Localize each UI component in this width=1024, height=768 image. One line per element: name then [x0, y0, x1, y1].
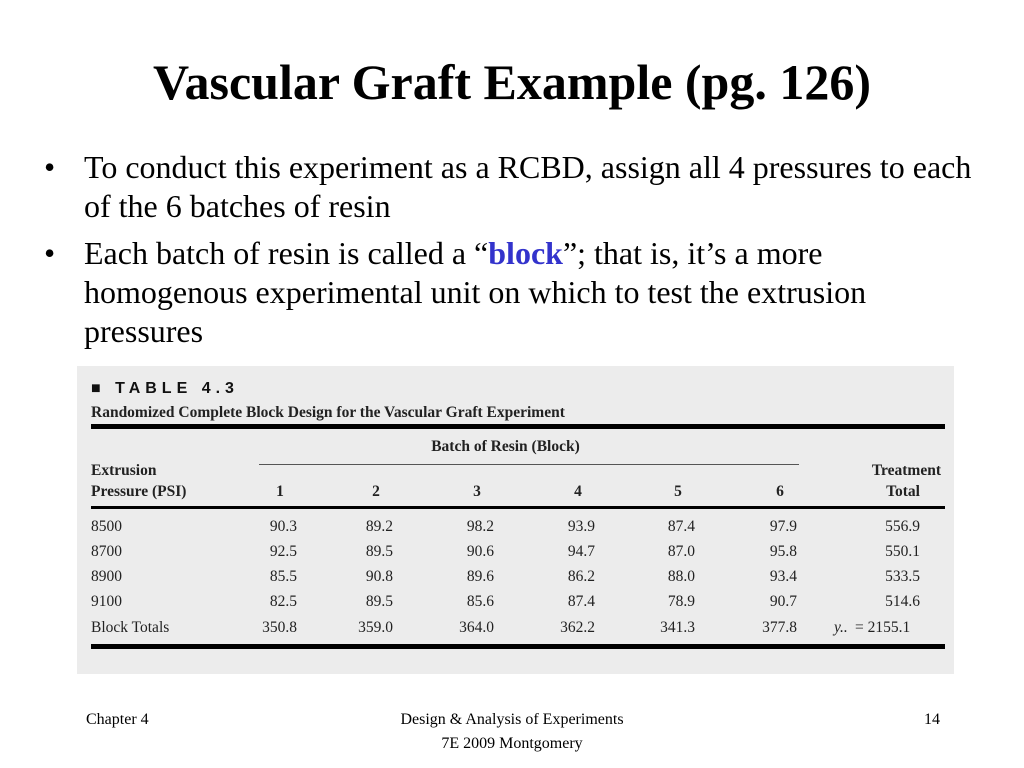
bullet-item	[40, 148, 980, 226]
table-cell: 85.6	[466, 593, 494, 610]
table-cell: 90.8	[365, 568, 393, 585]
table-cell: 89.5	[365, 593, 393, 610]
bullet-text: To conduct this experiment as a RCBD, assign all 4 pressures to each of the 6 batches of resin	[84, 149, 972, 224]
table-cell: 94.7	[567, 543, 595, 560]
block-number: 1	[276, 483, 284, 500]
block-totals-label: Block Totals	[91, 619, 170, 636]
footer-source-line1: Design & Analysis of Experiments	[400, 711, 624, 728]
table-cell: 88.0	[667, 568, 695, 585]
table-cell: 90.3	[269, 518, 297, 535]
table-cell: 87.0	[667, 543, 695, 560]
table-cell: 90.7	[769, 593, 797, 610]
table-cell: 89.5	[365, 543, 393, 560]
table-cell: 95.8	[769, 543, 797, 560]
table-cell: 87.4	[667, 518, 695, 535]
table-cell: 90.6	[466, 543, 494, 560]
row-header-line1: Extrusion	[91, 462, 157, 479]
pressure-label: 8900	[91, 568, 122, 585]
bullet-text-pre: Each batch of resin is called a “	[84, 235, 489, 271]
block-total: 350.8	[262, 619, 297, 636]
pressure-label: 9100	[91, 593, 122, 610]
block-total: 362.2	[560, 619, 595, 636]
bullet-text-post: ”; that is, it’s a more homogenous experimental unit on which to test the extrusion pressures	[84, 235, 867, 349]
table-header-rule	[91, 506, 945, 509]
table-cell: 87.4	[567, 593, 595, 610]
treatment-total: 514.6	[885, 593, 920, 610]
table-top-rule	[91, 424, 945, 429]
batch-header: Batch of Resin (Block)	[431, 438, 580, 455]
bullet-icon: •	[44, 235, 56, 271]
treatment-total: 550.1	[885, 543, 920, 560]
table-cell: 89.6	[466, 568, 494, 585]
block-number: 3	[473, 483, 481, 500]
row-header-line2: Pressure (PSI)	[91, 483, 187, 500]
pressure-label: 8500	[91, 518, 122, 535]
table-caption: Randomized Complete Block Design for the Vascular Graft Experiment	[91, 404, 565, 421]
footer-chapter: Chapter 4	[86, 711, 149, 728]
page-number: 14	[924, 711, 940, 728]
table-cell: 85.5	[269, 568, 297, 585]
block-number: 4	[574, 483, 582, 500]
total-header-line2: Total	[886, 483, 920, 500]
block-number: 6	[776, 483, 784, 500]
treatment-total: 533.5	[885, 568, 920, 585]
table-cell: 86.2	[567, 568, 595, 585]
table-bottom-rule	[91, 644, 945, 649]
keyword-block: block	[488, 235, 563, 271]
footer-source-line2: 7E 2009 Montgomery	[441, 735, 583, 752]
batch-header-rule	[259, 464, 799, 465]
block-total: 377.8	[762, 619, 797, 636]
block-number: 2	[372, 483, 380, 500]
block-total: 364.0	[459, 619, 494, 636]
table-cell: 82.5	[269, 593, 297, 610]
table-cell: 97.9	[769, 518, 797, 535]
bullet-item	[40, 234, 980, 351]
table-image-panel	[77, 366, 954, 674]
pressure-label: 8700	[91, 543, 122, 560]
slide-title: Vascular Graft Example (pg. 126)	[152, 54, 872, 110]
bullet-icon: •	[44, 149, 56, 185]
treatment-total: 556.9	[885, 518, 920, 535]
bullet-list	[40, 148, 980, 359]
table-label: ■ TABLE 4.3	[91, 380, 239, 397]
table-cell: 93.9	[567, 518, 595, 535]
grand-total: = 2155.1	[855, 619, 911, 636]
footer-source	[362, 708, 662, 756]
grand-total-symbol: y..	[834, 619, 848, 636]
table-cell: 89.2	[365, 518, 393, 535]
block-total: 341.3	[660, 619, 695, 636]
block-total: 359.0	[358, 619, 393, 636]
table-cell: 78.9	[667, 593, 695, 610]
table-cell: 92.5	[269, 543, 297, 560]
total-header-line1: Treatment	[871, 462, 941, 479]
block-number: 5	[674, 483, 682, 500]
table-cell: 98.2	[466, 518, 494, 535]
table-cell: 93.4	[769, 568, 797, 585]
